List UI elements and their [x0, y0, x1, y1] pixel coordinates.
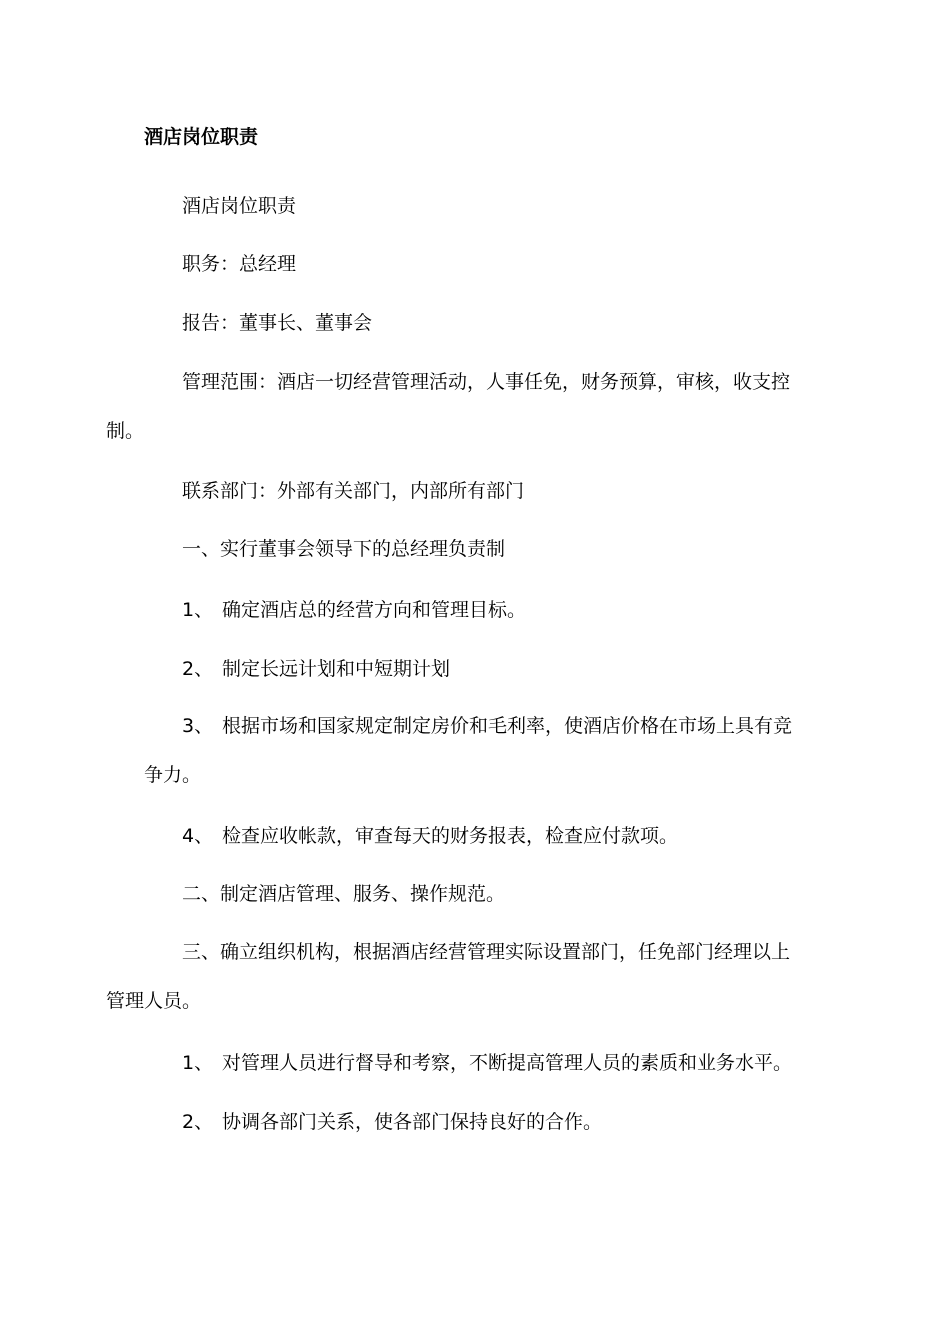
list-item [182, 1109, 602, 1135]
list-item [144, 702, 809, 800]
list-item-text: 确定酒店总的经营方向和管理目标。 [222, 599, 527, 621]
section-3-line-1: 三、确立组织机构，根据酒店经营管理实际设置部门，任免部门经理以上 [182, 941, 791, 963]
list-item [182, 656, 450, 682]
list-item-text: 制定长远计划和中短期计划 [222, 658, 451, 680]
scope-paragraph [106, 358, 809, 456]
section-2-heading: 二、制定酒店管理、服务、操作规范。 [182, 883, 506, 905]
list-item-number: 1、 [182, 1052, 214, 1074]
scope-line-2: 制。 [106, 420, 145, 442]
document-title: 酒店岗位职责 [144, 126, 259, 148]
list-item-number: 3、 [182, 715, 214, 737]
list-item [182, 597, 526, 623]
scope-line-1: 管理范围：酒店一切经营管理活动，人事任免，财务预算，审核，收支控 [182, 371, 791, 393]
list-item-number: 1、 [182, 599, 214, 621]
list-item [182, 1050, 792, 1076]
subtitle-paragraph: 酒店岗位职责 [182, 195, 297, 217]
list-item-number: 4、 [182, 825, 214, 847]
report-to-paragraph: 报告：董事长、董事会 [182, 312, 373, 334]
list-item-number: 2、 [182, 658, 214, 680]
section-3-line-2: 管理人员。 [106, 990, 202, 1012]
list-item-text: 根据市场和国家规定制定房价和毛利率，使酒店价格在市场上具有竞 [222, 715, 793, 737]
list-item-number: 2、 [182, 1111, 214, 1133]
list-item [182, 823, 678, 849]
list-item-text: 协调各部门关系，使各部门保持良好的合作。 [222, 1111, 603, 1133]
section-3-heading [106, 928, 809, 1026]
list-item-text: 检查应收帐款，审查每天的财务报表，检查应付款项。 [222, 825, 679, 847]
list-item-continuation: 争力。 [144, 764, 202, 786]
position-paragraph: 职务：总经理 [182, 253, 297, 275]
section-1-heading: 一、实行董事会领导下的总经理负责制 [182, 538, 506, 560]
contacts-paragraph: 联系部门：外部有关部门，内部所有部门 [182, 480, 525, 502]
list-item-text: 对管理人员进行督导和考察，不断提高管理人员的素质和业务水平。 [222, 1052, 793, 1074]
